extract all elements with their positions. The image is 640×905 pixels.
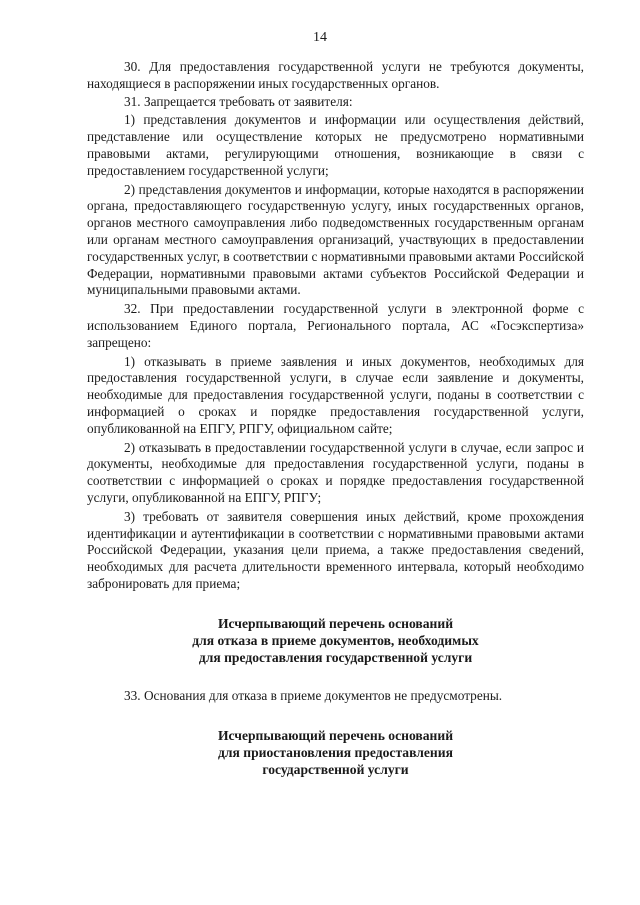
- document-body: [87, 59, 584, 778]
- section-heading-suspension: [87, 727, 584, 778]
- heading-line: Исчерпывающий перечень оснований: [217, 615, 454, 631]
- heading-line: для приостановления предоставления: [218, 744, 453, 760]
- paragraph-31-item-1: 1) представления документов и информации или осуществления действий, представление или осуществление которых не предусмотрено нормативными правовыми актами, регулирующими отношения, возникающие в связи с предоставлением государственной услуги;: [87, 112, 584, 178]
- paragraph-32-item-2: 2) отказывать в предоставлении государственной услуги в случае, если запрос и документы, необходимые для предоставления государственной услуги, поданы в соответствии с информацией о сроках и порядке предоставления государственной услуги, опубликованной на ЕПГУ, РПГУ;: [87, 439, 584, 505]
- section-heading-refusal: [87, 615, 584, 666]
- paragraph-32-item-1: 1) отказывать в приеме заявления и иных документов, необходимых для предоставления государственной услуги, в случае если заявление и документы, необходимые для предоставления государственной услуги, поданы в соответствии с информацией о сроках и порядке предоставления государственной услуги, опубликованной на ЕПГУ, РПГУ, официальном сайте;: [87, 353, 584, 436]
- paragraph-33: 33. Основания для отказа в приеме документов не предусмотрены.: [124, 687, 503, 703]
- heading-line: для отказа в приеме документов, необходимых: [192, 632, 479, 648]
- paragraph-31-item-2: 2) представления документов и информации, которые находятся в распоряжении органа, предоставляющего государственную услугу, иных государственных органов, органов местного самоуправления либо подведомственных государственным органам или органам местного самоуправления организаций, участвующих в предоставлении государственных услуг, в соответствии с нормативными правовыми актами Российской Федерации, нормативными правовыми актами субъектов Российской Федерации и муниципальными правовыми актами.: [87, 181, 584, 298]
- heading-line: для предоставления государственной услуги: [198, 649, 473, 665]
- paragraph-31: 31. Запрещается требовать от заявителя:: [124, 93, 353, 109]
- paragraph-30: 30. Для предоставления государственной услуги не требуются документы, находящиеся в распоряжении иных государственных органов.: [87, 59, 584, 91]
- paragraph-32-item-3: 3) требовать от заявителя совершения иных действий, кроме прохождения идентификации и аутентификации в соответствии с нормативными правовыми актами Российской Федерации, указания цели приема, а также предоставления сведений, необходимых для расчета длительности временного интервала, который необходимо забронировать для приема;: [87, 508, 584, 591]
- heading-line: Исчерпывающий перечень оснований: [217, 727, 454, 743]
- paragraph-32: 32. При предоставлении государственной услуги в электронной форме с использованием Единого портала, Регионального портала, АС «Госэкспертиза» запрещено:: [87, 301, 584, 350]
- page-number: 14: [313, 30, 327, 45]
- heading-line: государственной услуги: [262, 761, 409, 777]
